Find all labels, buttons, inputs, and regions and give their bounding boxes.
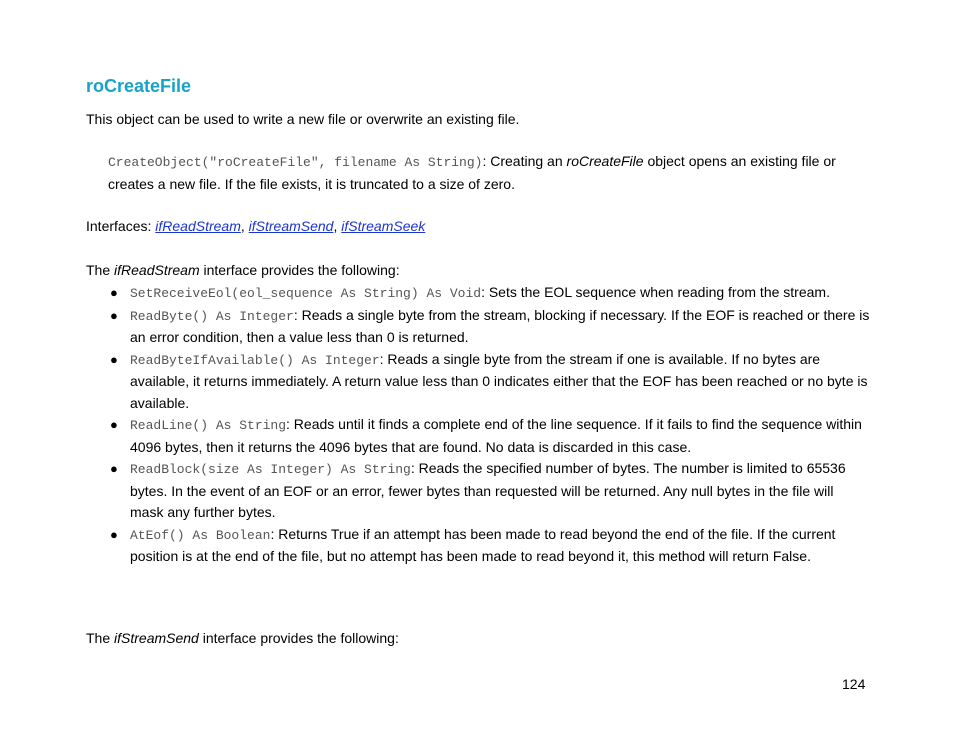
interfaces-sep-1: , <box>240 218 249 234</box>
method-description: : Returns True if an attempt has been made to read beyond the end of the file. If the current position is at the end of the file, but no attempt has been made to read beyond it, this method will return False. <box>130 525 836 564</box>
link-ifstreamsend[interactable]: ifStreamSend <box>248 218 334 234</box>
readstream-suffix: interface provides the following: <box>199 262 400 278</box>
method-description: : Reads a single byte from the stream if one is available. If no bytes are available, it returns immediately. A return value less than 0 indicates either that the EOF has been reached or no byte is available. <box>130 350 868 411</box>
list-item <box>108 524 870 568</box>
constructor-object-name: roCreateFile <box>566 153 644 169</box>
bullet-icon: ● <box>110 307 118 323</box>
readstream-intro <box>86 260 876 282</box>
method-signature: ReadBlock(size As Integer) As String <box>130 462 411 477</box>
bullet-icon: ● <box>110 526 118 542</box>
list-item <box>108 349 870 415</box>
streamsend-prefix: The <box>86 630 115 646</box>
page-title: roCreateFile <box>86 76 192 96</box>
bullet-icon: ● <box>110 351 118 367</box>
interfaces-label: Interfaces: <box>86 218 156 234</box>
method-signature: ReadByteIfAvailable() As Integer <box>130 352 380 368</box>
constructor-code: CreateObject("roCreateFile", filename As String) <box>108 155 483 170</box>
streamsend-suffix: interface provides the following: <box>198 630 399 646</box>
readstream-prefix: The <box>86 262 115 278</box>
list-item <box>108 458 870 524</box>
method-description: : Reads the specified number of bytes. The number is limited to 65536 bytes. In the event of an EOF or an error, fewer bytes than requested will be returned. Any null bytes in the file will mask any further bytes. <box>130 460 846 520</box>
intro-paragraph: This object can be used to write a new file or overwrite an existing file. <box>86 111 520 127</box>
interfaces-line <box>86 216 876 238</box>
method-signature: ReadLine() As String <box>130 418 287 433</box>
list-item <box>108 282 870 305</box>
streamsend-intro <box>86 628 876 650</box>
list-item <box>108 305 870 349</box>
page-number: 124 <box>842 676 866 692</box>
constructor-paragraph <box>108 151 868 195</box>
method-signature: ReadByte() As Integer <box>130 308 294 324</box>
method-signature: AtEof() As Boolean <box>130 527 271 543</box>
bullet-icon: ● <box>110 417 118 432</box>
streamsend-name: ifStreamSend <box>114 630 199 646</box>
list-item <box>108 414 870 458</box>
interfaces-sep-2: , <box>333 218 342 234</box>
constructor-text-a: : Creating an <box>482 153 567 169</box>
constructor-text-b: object opens an existing file or creates a new file. If the file exists, it is truncated to a size of zero. <box>108 153 836 192</box>
bullet-icon: ● <box>110 461 118 476</box>
bullet-icon: ● <box>110 285 118 300</box>
readstream-method-list <box>108 282 870 568</box>
method-description: : Reads until it finds a complete end of the line sequence. If it fails to find the sequence within 4096 bytes, then it returns the 4096 bytes that are found. No data is discarded in this case. <box>130 416 862 455</box>
link-ifstreamseek[interactable]: ifStreamSeek <box>341 218 426 234</box>
method-description: : Reads a single byte from the stream, blocking if necessary. If the EOF is reached or there is an error condition, then a value less than 0 is returned. <box>130 306 870 345</box>
method-signature: SetReceiveEol(eol_sequence As String) As Void <box>130 286 482 301</box>
readstream-name: ifReadStream <box>114 262 200 278</box>
method-description: : Sets the EOL sequence when reading from the stream. <box>481 284 830 300</box>
link-ifreadstream[interactable]: ifReadStream <box>155 218 241 234</box>
